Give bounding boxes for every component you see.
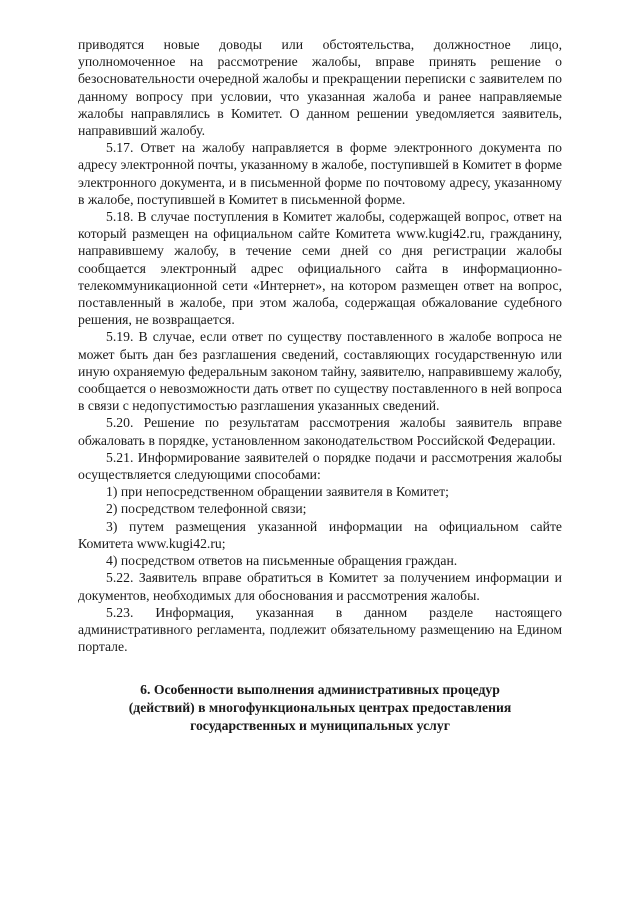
- section-heading-line-1: 6. Особенности выполнения административных процедур: [140, 682, 500, 698]
- document-page: [78, 36, 562, 735]
- list-item-1: 1) при непосредственном обращении заявителя в Комитет;: [106, 484, 449, 500]
- paragraph-5-18: 5.18. В случае поступления в Комитет жалобы, содержащей вопрос, ответ на который размещен на официальном сайте Комитета www.kugi42.ru, гражданину, направившему жалобу, в течение семи дней со дня регистрации жалобы сообщается электронный адрес официального сайта в информационно-телекоммуникационной сети «Интернет», на котором размещен ответ на вопрос, поставленный в жалобе, при этом жалоба, содержащая обжалование судебного решения, не возвращается.: [78, 209, 562, 328]
- section-heading-line-3: государственных и муниципальных услуг: [190, 718, 450, 734]
- list-item-3: 3) путем размещения указанной информации на официальном сайте Комитета www.kugi42.ru;: [78, 518, 562, 551]
- paragraph-5-22: 5.22. Заявитель вправе обратиться в Комитет за получением информации и документов, необходимых для обоснования и рассмотрения жалобы.: [78, 570, 562, 603]
- paragraph-5-17: 5.17. Ответ на жалобу направляется в форме электронного документа по адресу электронной почты, указанному в жалобе, поступившей в Комитет в форме электронного документа, и в письменной форме по почтовому адресу, указанному в жалобе, поступившей в Комитет в письменной форме.: [78, 140, 562, 207]
- paragraph-5-23: 5.23. Информация, указанная в данном разделе настоящего административного регламента, подлежит обязательному размещению на Едином портале.: [78, 604, 562, 655]
- section-heading-line-2: (действий) в многофункциональных центрах предоставления: [128, 700, 512, 716]
- paragraph-5-19: 5.19. В случае, если ответ по существу поставленного в жалобе вопроса не может быть дан без разглашения сведений, составляющих государственную или иную охраняемую федеральным законом тайну, заявителю, направившему жалобу, сообщается о невозможности дать ответ по существу поставленного в ней вопроса в связи с недопустимостью разглашения указанных сведений.: [78, 329, 562, 414]
- paragraph-5-21: 5.21. Информирование заявителей о порядке подачи и рассмотрения жалобы осуществляется следующими способами:: [78, 449, 562, 483]
- section-heading: [78, 681, 562, 735]
- paragraph-continuation: приводятся новые доводы или обстоятельства, должностное лицо, уполномоченное на рассмотрение жалобы, вправе принять решение о безосновательности очередной жалобы и прекращении переписки с заявителем по данному вопросу при условии, что указанная жалоба и ранее направляемые жалобы направлялись в Комитет. О данном решении уведомляется заявитель, направивший жалобу.: [78, 37, 562, 139]
- list-item-2: 2) посредством телефонной связи;: [106, 501, 307, 517]
- paragraph-5-20: 5.20. Решение по результатам рассмотрения жалобы заявитель вправе обжаловать в порядке, установленном законодательством Российской Федерации.: [78, 415, 562, 448]
- list-item-4: 4) посредством ответов на письменные обращения граждан.: [106, 553, 458, 569]
